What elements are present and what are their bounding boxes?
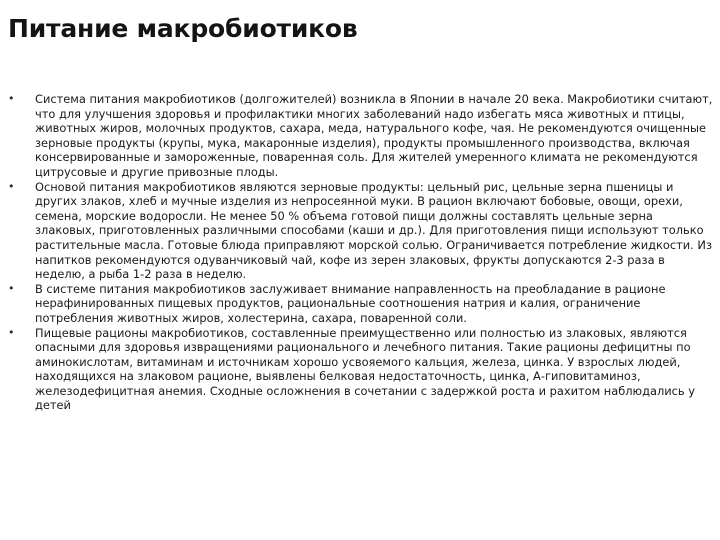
bullet-text: Пищевые рационы макробиотиков, составленные преимущественно или полностью из злаковых, являются опасными для здоровья извращениями рационального и лечебного питания. Такие рационы дефицитны по аминокислотам, витаминам и источникам хорошо усвояемого кальция, железа, цинка. У взрослых людей, находящихся на злаковом рационе, выявлены белковая недостаточность, цинка, А-гиповитаминоз, железодефицитная анемия. Сходные осложнения в сочетании с задержкой роста и рахитом наблюдались у детей: [35, 325, 696, 413]
bullet-marker: •: [8, 179, 15, 193]
bullet-text: В системе питания макробиотиков заслуживает внимание направленность на преобладание в рационе нерафинированных пищевых продуктов, рациональные соотношения натрия и калия, ограничение потребления животных жиров, холестерина, сахара, поваренной соли.: [35, 281, 666, 325]
bullet-item-4: [0, 326, 720, 414]
bullet-item-2: [0, 180, 720, 282]
bullet-text: Система питания макробиотиков (долгожителей) возникла в Японии в начале 20 века. Макробиотики считают, что для улучшения здоровья и профилактики многих заболеваний надо избегать мяса животных и птицы, животных жиров, молочных продуктов, сахара, меда, натурального кофе, чая. Не рекомендуются очищенные зерновые продукты (крупы, мука, макаронные изделия), продукты промышленного производства, включая консервированные и замороженные, поваренная соль. Для жителей умеренного климата не рекомендуются цитрусовые и другие привозные плоды.: [35, 92, 713, 179]
bullet-item-1: [0, 92, 720, 180]
slide-title: Питание макробиотиков: [8, 14, 358, 43]
bullet-list: [0, 92, 720, 413]
bullet-marker: •: [8, 325, 15, 339]
bullet-text: Основой питания макробиотиков являются зерновые продукты: цельный рис, цельные зерна пшеницы и других злаков, хлеб и мучные изделия из непросеянной муки. В рацион включают бобовые, овощи, орехи, семена, морские водоросли. Не менее 50 % объема готовой пищи должны составлять цельные зерна злаковых, приготовленных различными способами (каши и др.). Для приготовления пищи используют только растительные масла. Готовые блюда приправляют морской солью. Ограничивается потребление жидкости. Из напитков рекомендуются одуванчиковый чай, кофе из зерен злаковых, фрукты допускаются 2-3 раза в неделю, а рыба 1-2 раза в неделю.: [35, 179, 712, 282]
bullet-item-3: [0, 282, 720, 326]
bullet-marker: •: [8, 92, 15, 105]
bullet-marker: •: [8, 281, 15, 295]
